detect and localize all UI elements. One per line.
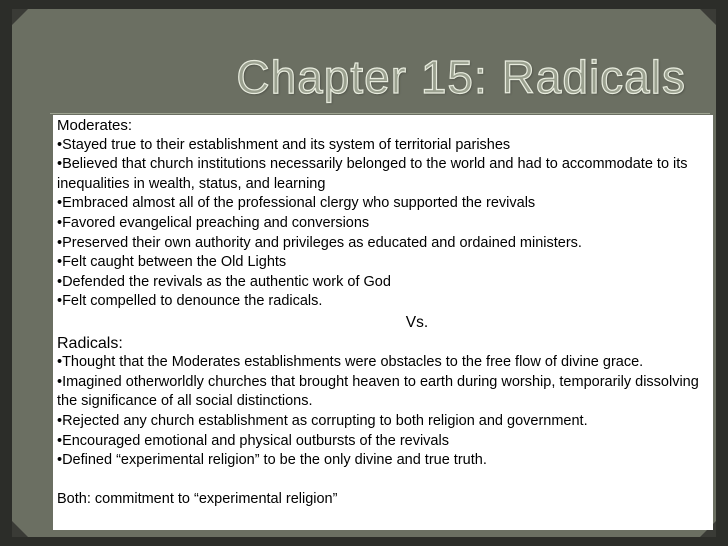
moderates-heading: Moderates: xyxy=(57,117,133,134)
versus-label: Vs. xyxy=(405,313,429,331)
moderates-item: •Felt compelled to denounce the radicals. xyxy=(57,293,323,310)
frame-corner-top-left xyxy=(12,9,28,25)
radicals-item: •Thought that the Moderates establishments were obstacles to the free flow of divine grace. xyxy=(57,354,644,371)
moderates-item: •Believed that church institutions necessarily belonged to the world and had to accommodate to its inequalities in wealth, status, and learning xyxy=(57,156,688,192)
radicals-heading: Radicals: xyxy=(57,334,123,352)
moderates-item: •Favored evangelical preaching and conversions xyxy=(57,214,370,231)
moderates-item: •Felt caught between the Old Lights xyxy=(57,254,287,271)
content-box xyxy=(53,115,713,530)
radicals-item: •Encouraged emotional and physical outbursts of the revivals xyxy=(57,432,449,449)
radicals-item: •Rejected any church establishment as corrupting to both religion and government. xyxy=(57,412,588,429)
frame-corner-bottom-left xyxy=(12,521,28,537)
frame-corner-top-right xyxy=(700,9,716,25)
slide-title: Chapter 15: Radicals xyxy=(236,51,686,103)
moderates-item: •Preserved their own authority and privileges as educated and ordained ministers. xyxy=(57,234,582,251)
title-divider xyxy=(50,113,710,114)
both-summary: Both: commitment to “experimental religion” xyxy=(57,490,338,507)
moderates-item: •Stayed true to their establishment and its system of territorial parishes xyxy=(57,136,511,153)
moderates-item: •Defended the revivals as the authentic work of God xyxy=(57,273,391,290)
radicals-item: •Defined “experimental religion” to be the only divine and true truth. xyxy=(57,452,487,469)
radicals-item: •Imagined otherworldly churches that brought heaven to earth during worship, temporarily dissolving the significance of all social distinctions. xyxy=(57,373,699,410)
spacer xyxy=(57,471,709,490)
moderates-item: •Embraced almost all of the professional clergy who supported the revivals xyxy=(57,195,536,212)
